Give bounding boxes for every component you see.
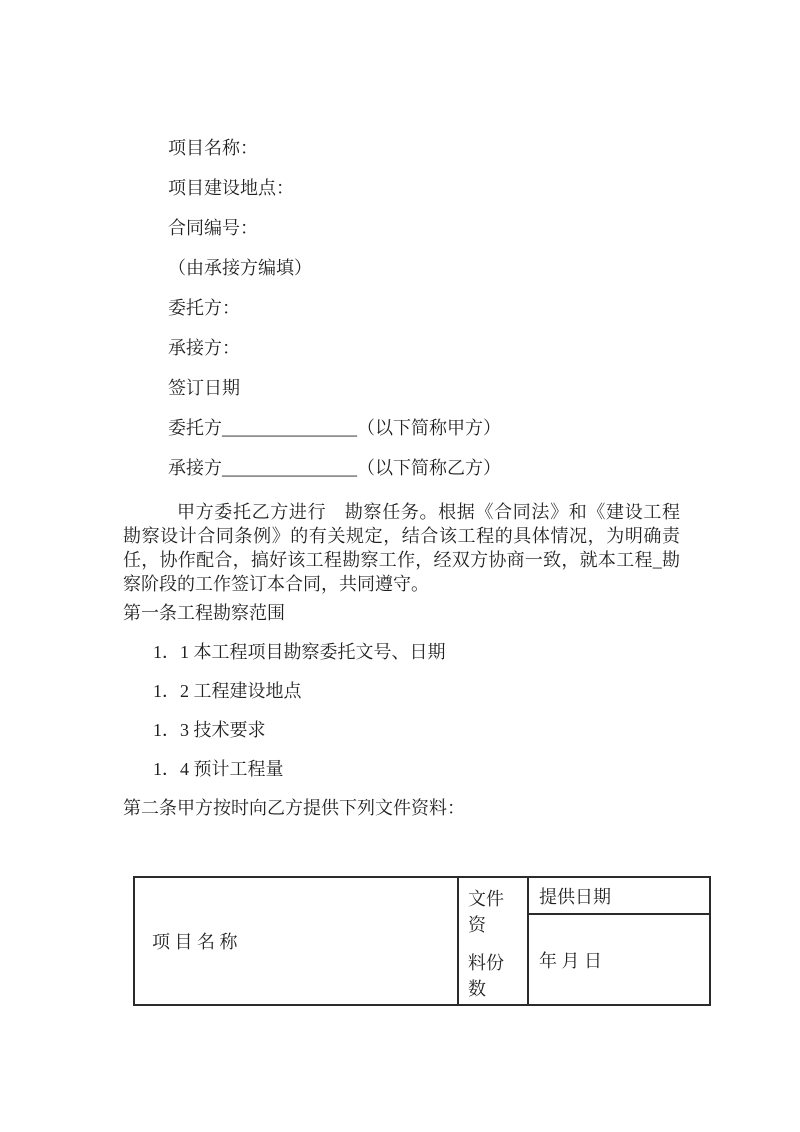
field-project-name: 项目名称： <box>168 138 258 158</box>
party-line-undertaker <box>168 458 678 478</box>
section2-heading: 第二条甲方按时向乙方提供下列文件资料： <box>123 798 465 818</box>
section1-item-4: 1．4 预计工程量 <box>153 759 284 779</box>
table-cell-provide-date-header: 提供日期 <box>528 877 710 914</box>
docs-copies-text-top: 文件资 <box>468 889 504 935</box>
section1-heading: 第一条工程勘察范围 <box>123 603 285 623</box>
table-cell-project-name-header: 项 目 名 称 <box>134 877 458 1005</box>
docs-copies-text-bottom: 料份数 <box>468 953 504 999</box>
party-a-suffix: （以下简称甲方） <box>357 418 501 438</box>
party-a-fill-blank: _______________ <box>222 418 357 438</box>
party-b-fill-blank: _______________ <box>222 458 357 478</box>
documents-table <box>133 876 711 1006</box>
intro-paragraph: 甲方委托乙方进行 勘察任务。根据《合同法》和《建设工程勘察设计合同条例》的有关规定，结合该工程的具体情况，为明确责任，协作配合，搞好该工程勘察工作，经双方协商一致，就本工程_勘察阶段的工作签订本合同，共同遵守。 <box>123 502 680 594</box>
section1-item-3: 1．3 技术要求 <box>153 720 266 740</box>
party-a-prefix: 委托方 <box>168 418 222 438</box>
section1-item-2: 1．2 工程建设地点 <box>153 681 302 701</box>
field-signing-date: 签订日期 <box>168 378 240 398</box>
party-b-suffix: （以下简称乙方） <box>357 458 501 478</box>
table-cell-year-month-day: 年 月 日 <box>528 914 710 1005</box>
field-entrusting-party: 委托方： <box>168 298 240 318</box>
section1-item-1: 1．1 本工程项目勘察委托文号、日期 <box>153 642 446 662</box>
table-cell-docs-copies-header <box>458 877 528 1005</box>
field-contract-number: 合同编号： <box>168 218 258 238</box>
field-filled-by-contractor-note: （由承接方编填） <box>168 258 312 278</box>
documents-table-row-1 <box>134 877 710 914</box>
party-line-entruster <box>168 418 678 438</box>
field-undertaking-party: 承接方： <box>168 338 240 358</box>
field-project-location: 项目建设地点： <box>168 178 294 198</box>
party-b-prefix: 承接方 <box>168 458 222 478</box>
